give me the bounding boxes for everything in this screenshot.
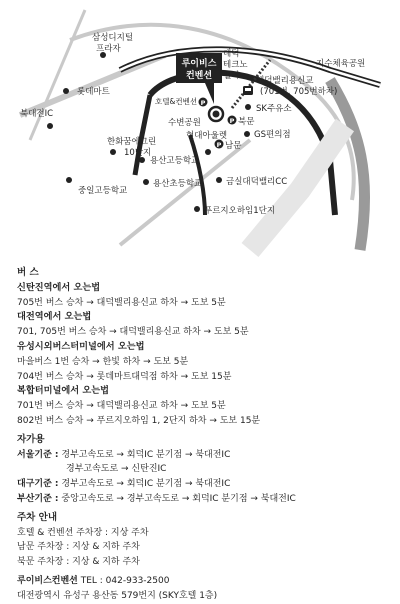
parking-line: 호텔 & 컨벤션 주차장 : 지상 주차 (17, 527, 149, 538)
location-map (0, 0, 400, 262)
route-label: 대전역에서 오는법 (17, 311, 92, 323)
svg-text:P: P (229, 117, 235, 125)
label-north-gate: 북문 (238, 117, 255, 127)
car-route-text: 경부고속도로 → 회덕IC 분기점 → 북대전IC (61, 479, 231, 490)
parking-line: 남문 주차장 : 지상 & 지하 주차 (17, 542, 140, 553)
label-south-gate: 남문 (225, 141, 242, 151)
contact-tel: TEL : 042-933-2500 (80, 575, 170, 586)
route-line: 705번 버스 승차 → 대덕밸리용신교 하차 → 도보 5분 (17, 297, 226, 308)
label-gs-store: GS편의점 (254, 130, 291, 140)
landmark-dot (244, 131, 250, 137)
label-techno-2: 테크노 (223, 60, 248, 70)
label-water-sports: 지수체육공원 (316, 59, 366, 69)
svg-text:P: P (200, 99, 206, 107)
landmark-dot (110, 149, 116, 155)
landmark-dot (66, 177, 72, 183)
parking-line: 북문 주차장 : 지상 & 지하 주차 (17, 557, 140, 568)
label-jungil-high: 중일고등학교 (78, 186, 128, 196)
car-origin-label: 서울기준 : (17, 449, 59, 460)
label-geumsil-cc: 금실대덕밸리CC (226, 177, 288, 187)
parking-section-title: 주차 안내 (17, 511, 58, 523)
landmark-dot (205, 149, 211, 155)
label-samsung-1: 삼성디지털 (92, 33, 134, 43)
route-line: 704번 버스 승차 → 롯데마트대덕점 하차 → 도보 15분 (17, 371, 232, 382)
car-origin-label: 부산기준 : (17, 493, 59, 504)
contact-line (17, 574, 395, 589)
road-left-black (135, 95, 150, 175)
label-purgio: 푸르지오하임1단지 (204, 206, 276, 216)
landmark-dot (47, 123, 53, 129)
landmark-dot (245, 104, 251, 110)
car-route-text: 경부고속도로 → 회덕IC 분기점 → 북대전IC (61, 449, 231, 460)
label-hanwha-2: 10단지 (124, 148, 152, 158)
car-section-title: 자가용 (17, 433, 45, 445)
landmark-dot (194, 206, 200, 212)
venue-name-2: 컨벤션 (185, 71, 213, 81)
venue-marker (209, 107, 223, 121)
route-line: 마을버스 1번 승차 → 한빛 하차 → 도보 5분 (17, 356, 189, 367)
label-hotel-parking: 호텔&컨벤션 (155, 97, 198, 106)
label-techno-3: 밸리 (223, 71, 240, 81)
label-hyundai-outlet: 현대아울렛 (186, 131, 228, 141)
bus-section-title: 버 스 (17, 267, 39, 278)
route-label: 유성시외버스터미널에서 오는법 (17, 340, 145, 352)
route-line: 701번 버스 승차 → 대덕밸리용신교 하차 → 도보 5분 (17, 401, 226, 412)
road-main-diagonal (20, 55, 165, 115)
bus-icon (243, 86, 253, 95)
route-line: 701, 705번 버스 승차 → 대덕밸리용신교 하차 → 도보 5분 (17, 327, 249, 338)
label-hanwha-1: 한화꿈에그린 (107, 137, 157, 147)
label-bridge-1: 대덕밸리용신교 (256, 76, 314, 86)
car-route-seoul-alt: 경부고속도로 → 신탄진IC (66, 464, 167, 475)
landmark-dot (216, 177, 222, 183)
route-label: 신탄진역에서 오는법 (17, 281, 101, 293)
label-bukdaejeon-ic: 북대전IC (20, 109, 54, 119)
car-route-daegu (17, 477, 395, 492)
label-bridge-2: (701번, 705번하차) (260, 87, 338, 97)
svg-text:P: P (216, 141, 222, 149)
label-yongsan-high: 용산고등학교 (150, 156, 200, 166)
label-lotte-mart: 롯데마트 (77, 87, 110, 97)
road-west-vertical (30, 10, 85, 140)
venue-name-1: 루이비스 (181, 59, 217, 69)
label-sk-gas: SK주유소 (256, 104, 292, 114)
route-line: 802번 버스 승차 → 푸르지오하임 1, 2단지 하차 → 도보 15분 (17, 415, 261, 426)
road-south-black (190, 135, 205, 215)
route-label: 복합터미널에서 오는법 (17, 385, 109, 397)
car-route-busan (17, 492, 395, 507)
label-suburban-park: 수변공원 (168, 118, 201, 128)
parking-icon (228, 116, 237, 126)
label-techno-1: 대덕 (223, 49, 240, 59)
label-yongsan-elem: 용산초등학교 (153, 179, 203, 189)
landmark-dot (143, 179, 149, 185)
contact-address: 대전광역시 유성구 용산동 579번지 (SKY호텔 1층) (17, 590, 218, 601)
car-origin-label: 대구기준 : (17, 479, 59, 490)
label-samsung-2: 프라자 (96, 44, 121, 54)
parking-icon (199, 98, 208, 108)
contact-name: 루이비스컨벤션 (17, 575, 78, 586)
landmark-dot (63, 88, 69, 94)
river-road (330, 80, 365, 250)
car-route-seoul (17, 448, 395, 463)
directions-panel (17, 266, 395, 604)
car-route-text: 중앙고속도로 → 경부고속도로 → 회덕IC 분기점 → 북대전IC (61, 493, 296, 504)
